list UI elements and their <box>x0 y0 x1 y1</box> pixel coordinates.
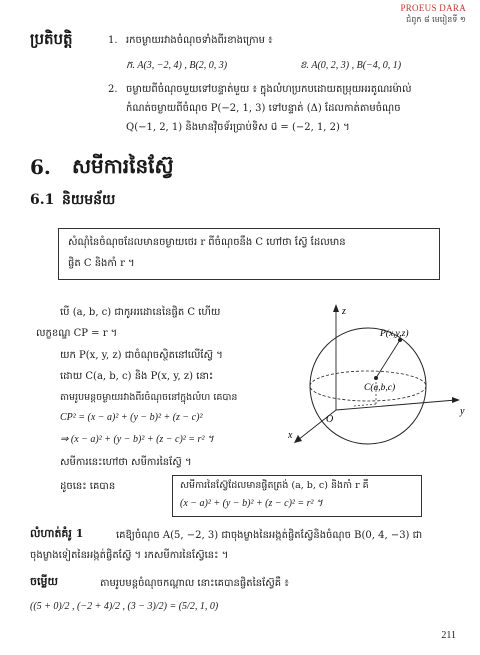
definition-line2: ផ្ចិត C និងកាំ r ។ <box>68 258 135 269</box>
section-title: សមីការនៃស្វ៊ែ <box>72 154 174 178</box>
axis-x-label: x <box>288 430 293 441</box>
body-line-4: ដោយ C(a, b, c) និង P(x, y, z) នោះ <box>60 371 214 382</box>
body-line-2: លក្ខខណ្ឌ CP = r ។ <box>36 328 118 339</box>
x-axis-arrow <box>294 435 302 443</box>
exercise-item2-line2: កំណត់ចម្ងាយពីចំណុច P(−2, 1, 3) ទៅបន្ទាត់ (Δ) ដែលកាត់តាមចំណុច <box>126 103 401 114</box>
origin-label: O <box>326 414 334 425</box>
axis-z-label: z <box>342 306 346 317</box>
subsection-title: និយមន័យ <box>62 192 116 208</box>
answer-formula: ((5 + 0)/2 , (−2 + 4)/2 , (3 − 3)/2) = (5/2, 1, 0) <box>30 601 219 612</box>
brand-label: PROEUS DARA <box>400 3 466 13</box>
page-number: 211 <box>441 630 456 641</box>
body-line-7: ដូចនេះ គេបាន <box>60 481 116 492</box>
z-axis-arrow <box>333 304 339 312</box>
body-line-1: បើ (a, b, c) ជាកូអរដោនេនៃផ្ចិត C ហើយ <box>60 307 221 318</box>
body-line-5: តាមរូបមន្តចម្ងាយរវាងពីរចំណុចនៅក្នុងលំហ គេបាន <box>60 392 238 403</box>
projection-link <box>354 404 376 406</box>
chapter-label: ជំពូក ៨ មេរៀនទី ១ <box>406 15 466 24</box>
exercise-item1-b: ខ. A(0, 2, 3) , B(−4, 0, 1) <box>300 60 402 71</box>
sphere-figure <box>284 300 470 470</box>
example-label: លំហាត់គំរូ 1 <box>30 527 84 540</box>
exercise-item2-line1: ចម្ងាយពីចំណុចមួយទៅបន្ទាត់មួយ ៖ ក្នុងលំហប្រកបដោយតម្រុយអរតូណរម៉ាល់ <box>126 84 412 95</box>
equation-distance: CP² = (x − a)² + (y − b)² + (z − c)² <box>60 412 203 423</box>
point-c-label: C(a,b,c) <box>364 383 396 393</box>
section-number: 6. <box>30 155 51 179</box>
y-axis-arrow <box>452 397 460 403</box>
example-line1: គេឱ្យចំណុច A(5, −2, 3) ជាចុងម្ខាងនៃអង្កត់ផ្ចិតស្វ៊ែនិងចំណុច B(0, 4, −3) ជា <box>116 530 423 541</box>
formula-box-line1: សមីការនៃស្វ៊ែដែលមានផ្ចិតត្រង់ (a, b, c) និងកាំ r គឺ <box>180 480 369 491</box>
point-p-label: P(x,y,z) <box>380 329 409 339</box>
formula-box-line2: (x − a)² + (y − b)² + (z − c)² = r² ។ <box>180 498 323 509</box>
equation-sphere-derived: ⇒ (x − a)² + (y − b)² + (z − c)² = r² ។ <box>60 434 214 445</box>
answer-text: តាមរូបមន្តចំណុចកណ្ដាល នោះគេបានផ្ចិតនៃស្វ៊ែគឺ ៖ <box>100 578 289 589</box>
body-line-6: សមីការនេះហៅថា សមីការនៃស្វ៊ែ ។ <box>60 457 192 468</box>
exercise-item1-a: ក. A(3, −2, 4) , B(2, 0, 3) <box>126 60 228 71</box>
exercise-item1-num: 1. <box>108 35 118 46</box>
definition-line1: សំណុំនៃចំណុចដែលមានចម្ងាយថេរ r ពីចំណុចនឹង C ហៅថា ស្វ៊ែ ដែលមាន <box>68 237 346 248</box>
exercise-label: ប្រតិបត្តិ <box>30 30 73 48</box>
axis-y-label: y <box>460 406 465 417</box>
example-line2: ចុងម្ខាងទៀតនៃអង្កត់ផ្ចិតស្វ៊ែ ។ រកសមីការនៃស្វ៊ែនេះ ។ <box>30 550 229 561</box>
body-line-3: យក P(x, y, z) ជាចំណុចស្ថិតនៅលើស្វ៊ែ ។ <box>60 350 223 361</box>
exercise-item1-text: រកចម្ងាយរវាងចំណុចទាំងពីរខាងក្រោម ៖ <box>126 35 273 46</box>
subsection-number: 6.1 <box>30 192 55 208</box>
exercise-item2-line3: Q(−1, 2, 1) និងមានវ៉ិចទ័រប្រាប់ទិស u⃗ = (−2, 1, 2) ។ <box>126 122 350 133</box>
y-axis <box>336 400 456 410</box>
exercise-item2-num: 2. <box>108 84 118 95</box>
answer-label: ចម្លើយ <box>30 575 58 588</box>
